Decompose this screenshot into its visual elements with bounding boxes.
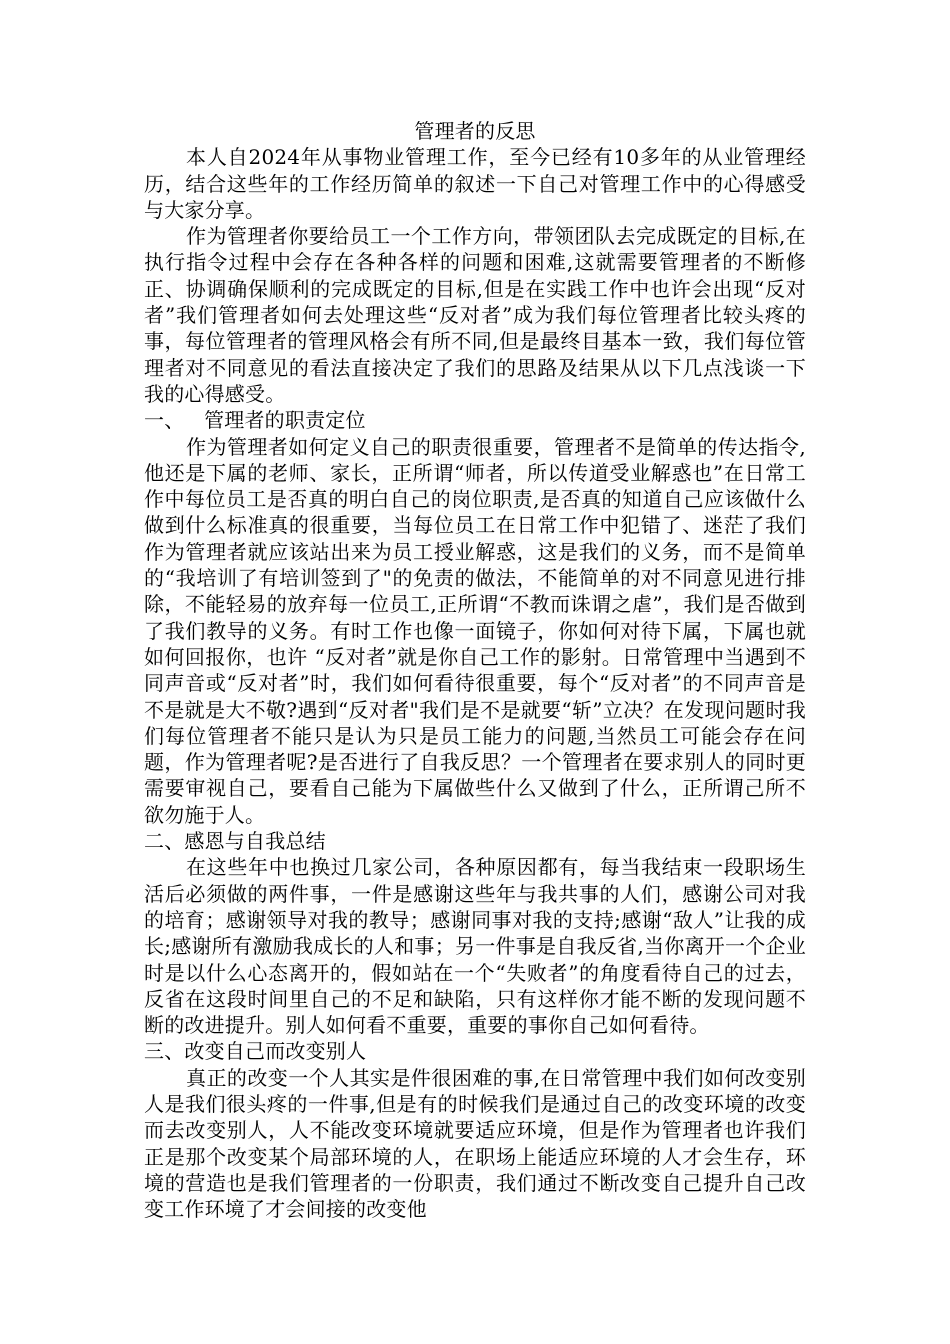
paragraph-1: 作为管理者你要给员工一个工作方向，带领团队去完成既定的目标,在执行指令过程中会存在各种各样的问题和困难,这就需要管理者的不断修正、协调确保顺利的完成既定的目标,但是在实践工作中也许会出现“反对者”我们管理者如何去处理这些“反对者”成为我们每位管理者比较头疼的事，每位管理者的管理风格会有所不同,但是最终目基本一致，我们每位管理者对不同意见的看法直接决定了我们的思路及结果从以下几点浅谈一下我的心得感受。 (144, 224, 806, 406)
intro-paragraph: 本人自2024年从事物业管理工作，至今已经有10多年的从业管理经历，结合这些年的工作经历简单的叙述一下自己对管理工作中的心得感受与大家分享。 (144, 145, 806, 222)
section-1-body: 作为管理者如何定义自己的职责很重要，管理者不是简单的传达指令,他还是下属的老师、家长，正所谓“师者，所以传道受业解惑也”在日常工作中每位员工是否真的明白自己的岗位职责,是否真的知道自己应该做什么做到什么标准真的很重要，当每位员工在日常工作中犯错了、迷茫了我们作为管理者就应该站出来为员工授业解惑，这是我们的义务，而不是简单的“我培训了有培训签到了"的免责的做法，不能简单的对不同意见进行排除，不能轻易的放弃每一位员工,正所谓“不教而诛谓之虐”，我们是否做到了我们教导的义务。有时工作也像一面镜子，你如何对待下属，下属也就如何回报你，也许 “反对者”就是你自己工作的影射。日常管理中当遇到不同声音或“反对者”时，我们如何看待很重要，每个“反对者”的不同声音是不是就是大不敬?遇到“反对者"我们是不是就要“斩”立决？在发现问题时我们每位管理者不能只是认为只是员工能力的问题,当然员工可能会存在问题，作为管理者呢?是否进行了自我反思？一个管理者在要求别人的同时更需要审视自己，要看自己能为下属做些什么又做到了什么，正所谓己所不欲勿施于人。 (144, 434, 806, 827)
section-2-heading: 二、感恩与自我总结 (144, 829, 326, 854)
document-page (144, 118, 806, 1222)
section-1-heading: 一、 管理者的职责定位 (144, 408, 366, 433)
section-2-body: 在这些年中也换过几家公司，各种原因都有，每当我结束一段职场生活后必须做的两件事，一件是感谢这些年与我共事的人们，感谢公司对我的培育；感谢领导对我的教导；感谢同事对我的支持;感谢“敌人”让我的成长;感谢所有激励我成长的人和事；另一件事是自我反省,当你离开一个企业时是以什么心态离开的，假如站在一个“失败者”的角度看待自己的过去，反省在这段时间里自己的不足和缺陷，只有这样你才能不断的发现问题不断的改进提升。别人如何看不重要，重要的事你自己如何看待。 (144, 855, 806, 1038)
section-3-body: 真正的改变一个人其实是件很困难的事,在日常管理中我们如何改变别人是我们很头疼的一件事,但是有的时候我们是通过自己的改变环境的改变而去改变别人，人不能改变环境就要适应环境，但是作为管理者也许我们正是那个改变某个局部环境的人，在职场上能适应环境的人才会生存，环境的营造也是我们管理者的一份职责，我们通过不断改变自己提升自己改变工作环境了才会间接的改变他 (144, 1065, 806, 1222)
section-3-heading: 三、改变自己而改变别人 (144, 1039, 367, 1064)
document-title: 管理者的反思 (414, 119, 536, 143)
